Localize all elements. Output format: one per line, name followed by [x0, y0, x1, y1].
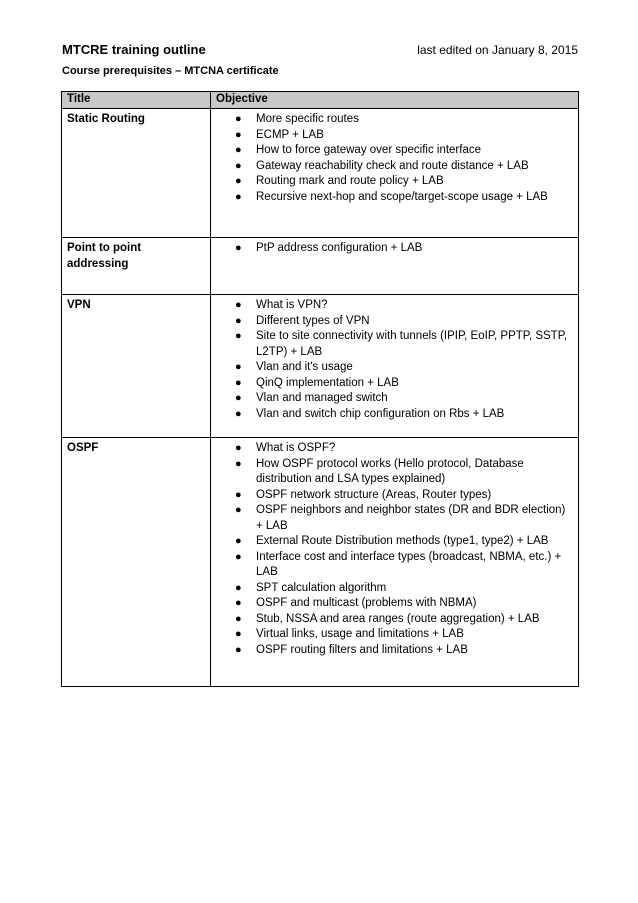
bullet-icon: ● — [235, 504, 242, 516]
objective-text: OSPF and multicast (problems with NBMA) — [256, 597, 477, 609]
objective-text: Vlan and it's usage — [256, 361, 353, 373]
objective-text: QinQ implementation + LAB — [256, 376, 399, 389]
bullet-icon: ● — [235, 535, 242, 547]
document-title: MTCRE training outline — [62, 42, 206, 57]
column-header-objective: Objective — [211, 92, 579, 109]
row-objectives — [211, 295, 579, 438]
bullet-icon: ● — [235, 643, 242, 656]
course-prerequisites: Course prerequisites – MTCNA certificate — [62, 65, 279, 77]
objective-item — [211, 143, 570, 159]
row-title: OSPF — [62, 438, 211, 687]
bullet-icon: ● — [235, 628, 242, 640]
objective-item — [211, 174, 570, 190]
table-row — [62, 238, 579, 295]
bullet-icon: ● — [235, 190, 242, 203]
objective-text: Virtual links, usage and limitations + LAB — [256, 628, 464, 640]
objective-item — [211, 241, 570, 257]
bullet-icon: ● — [235, 361, 242, 373]
bullet-icon: ● — [235, 299, 242, 311]
objective-item — [211, 612, 570, 628]
objective-text: How OSPF protocol works (Hello protocol, Database distribution and LSA types explained) — [256, 457, 524, 485]
column-header-title: Title — [62, 92, 211, 109]
objective-text: OSPF neighbors and neighbor states (DR and BDR election) + LAB — [256, 504, 566, 532]
bullet-icon: ● — [235, 175, 242, 187]
bullet-icon: ● — [235, 550, 242, 563]
objective-text: Vlan and managed switch — [256, 392, 388, 404]
objective-item — [211, 159, 570, 175]
objective-text: OSPF network structure (Areas, Router types) — [256, 488, 492, 501]
objective-text: Gateway reachability check and route distance + LAB — [256, 159, 529, 172]
objective-item — [211, 112, 570, 128]
objective-text: Interface cost and interface types (broadcast, NBMA, etc.) + LAB — [256, 550, 562, 578]
objective-item — [211, 441, 570, 457]
objective-list — [211, 241, 570, 257]
row-title: Static Routing — [62, 109, 211, 238]
objective-item — [211, 314, 570, 330]
table-header-row — [62, 92, 579, 109]
objective-item — [211, 643, 570, 659]
table-row — [62, 295, 579, 438]
objective-text: How to force gateway over specific interface — [256, 144, 481, 156]
objective-item — [211, 391, 570, 407]
row-title: Point to point addressing — [62, 238, 211, 295]
objective-item — [211, 128, 570, 144]
bullet-icon: ● — [235, 128, 242, 141]
objective-item — [211, 407, 570, 423]
objective-text: Routing mark and route policy + LAB — [256, 175, 444, 187]
bullet-icon: ● — [235, 407, 242, 420]
bullet-icon: ● — [235, 488, 242, 501]
objective-item — [211, 360, 570, 376]
objective-text: OSPF routing filters and limitations + LAB — [256, 643, 468, 656]
objective-list — [211, 112, 570, 205]
bullet-icon: ● — [235, 581, 242, 594]
bullet-icon: ● — [235, 457, 242, 470]
bullet-icon: ● — [235, 314, 242, 327]
objective-text: Stub, NSSA and area ranges (route aggregation) + LAB — [256, 612, 540, 625]
objective-list — [211, 298, 570, 422]
objective-item — [211, 298, 570, 314]
objective-item — [211, 329, 570, 360]
document-header — [62, 42, 578, 58]
objective-item — [211, 627, 570, 643]
objective-item — [211, 488, 570, 504]
bullet-icon: ● — [235, 330, 242, 342]
row-objectives — [211, 438, 579, 687]
last-edited-date: last edited on January 8, 2015 — [417, 43, 578, 57]
bullet-icon: ● — [235, 376, 242, 389]
objective-text: Recursive next-hop and scope/target-scope usage + LAB — [256, 190, 548, 203]
objective-item — [211, 503, 570, 534]
training-outline-table — [61, 91, 579, 687]
objective-list — [211, 441, 570, 658]
objective-item — [211, 190, 570, 206]
bullet-icon: ● — [235, 612, 242, 625]
bullet-icon: ● — [235, 442, 242, 454]
objective-item — [211, 550, 570, 581]
objective-item — [211, 581, 570, 597]
bullet-icon: ● — [235, 159, 242, 172]
table-row — [62, 109, 579, 238]
objective-item — [211, 534, 570, 550]
bullet-icon: ● — [235, 597, 242, 609]
objective-text: Different types of VPN — [256, 314, 370, 327]
objective-text: Vlan and switch chip configuration on Rbs + LAB — [256, 407, 505, 420]
row-title: VPN — [62, 295, 211, 438]
bullet-icon: ● — [235, 392, 242, 404]
objective-text: ECMP + LAB — [256, 128, 324, 141]
bullet-icon: ● — [235, 144, 242, 156]
objective-text: SPT calculation algorithm — [256, 581, 387, 594]
objective-item — [211, 457, 570, 488]
objective-text: What is OSPF? — [256, 442, 336, 454]
objective-text: More specific routes — [256, 113, 359, 125]
objective-item — [211, 376, 570, 392]
objective-text: External Route Distribution methods (type1, type2) + LAB — [256, 535, 549, 547]
table-row — [62, 438, 579, 687]
objective-text: PtP address configuration + LAB — [256, 242, 423, 254]
bullet-icon: ● — [235, 113, 242, 125]
objective-text: What is VPN? — [256, 299, 328, 311]
row-objectives — [211, 109, 579, 238]
bullet-icon: ● — [235, 242, 242, 254]
objective-item — [211, 596, 570, 612]
objective-text: Site to site connectivity with tunnels (IPIP, EoIP, PPTP, SSTP, L2TP) + LAB — [256, 330, 568, 358]
row-objectives — [211, 238, 579, 295]
